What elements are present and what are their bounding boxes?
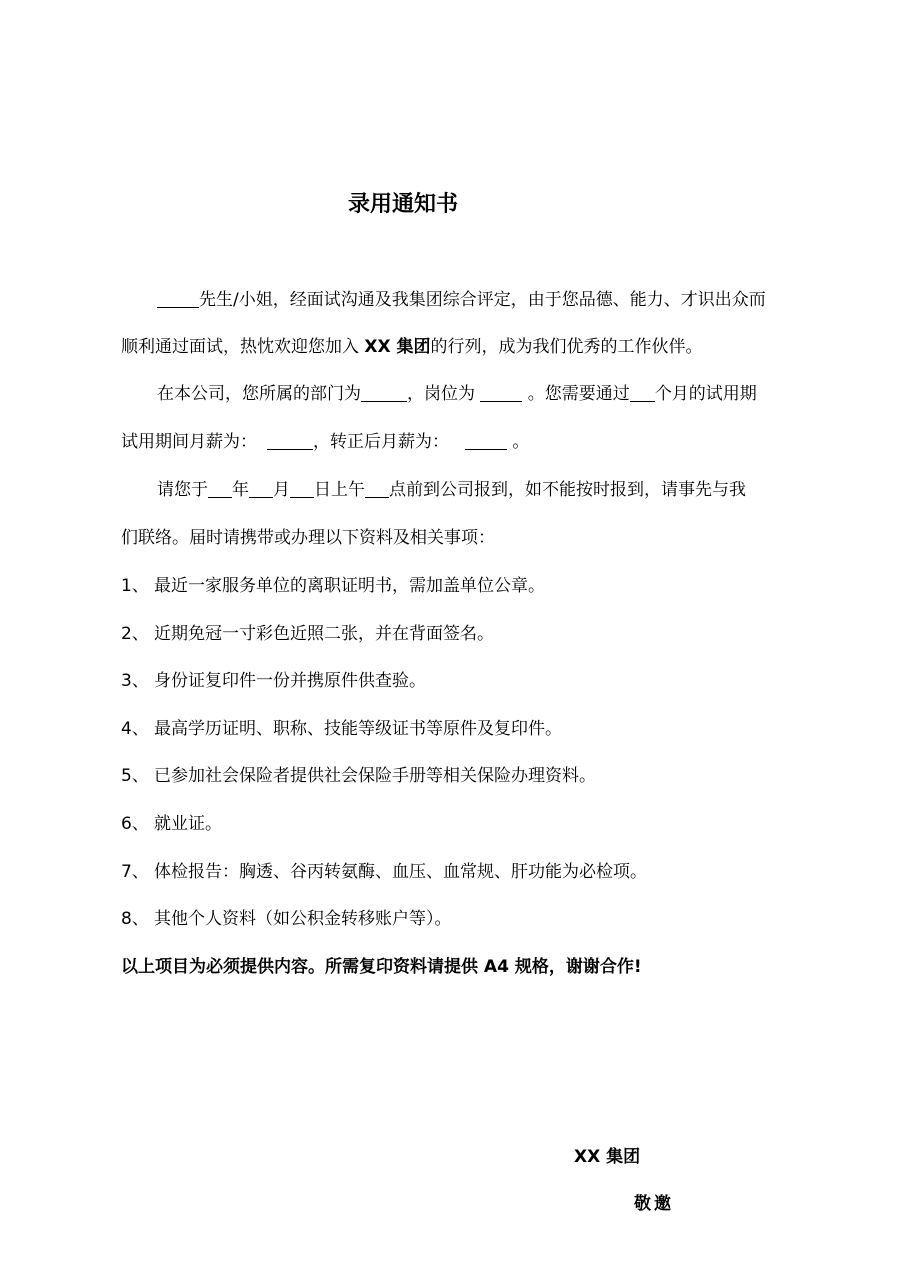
list-item	[121, 860, 811, 884]
salary-end: 。	[507, 432, 530, 452]
department-blank[interactable]	[361, 400, 407, 402]
list-item	[121, 574, 811, 598]
list-item	[121, 717, 811, 741]
list-item-number: 2、	[121, 623, 149, 644]
list-item-text: 最高学历证明、职称、技能等级证书等原件及复印件。	[154, 718, 562, 739]
list-item	[121, 764, 811, 788]
list-item-text: 已参加社会保险者提供社会保险手册等相关保险办理资料。	[154, 766, 596, 787]
list-item-text: 就业证。	[154, 814, 222, 834]
position-line-1	[157, 382, 847, 406]
list-item	[121, 622, 811, 646]
list-item-number: 3、	[121, 671, 149, 692]
regular-salary-blank[interactable]	[465, 448, 507, 450]
company-name-bold: XX 集团	[364, 337, 431, 357]
document-title: 录用通知书	[347, 192, 458, 217]
year-label: 年	[232, 480, 249, 500]
probation-suffix: 个月的试用期	[654, 384, 757, 404]
list-item-number: 7、	[121, 861, 149, 882]
name-blank[interactable]	[157, 306, 199, 308]
position-line-2	[121, 430, 811, 454]
list-item-text: 近期免冠一寸彩色近照二张，并在背面签名。	[154, 623, 494, 644]
day-label: 日上午	[314, 480, 365, 500]
notice-text: 以上项目为必须提供内容。所需复印资料请提供 A4 规格，谢谢合作!	[121, 957, 642, 977]
year-blank[interactable]	[208, 496, 232, 498]
list-item-text: 身份证复印件一份并携原件供查验。	[154, 671, 426, 692]
intro-line-1	[157, 288, 847, 312]
post-label: ，岗位为	[407, 384, 481, 404]
list-item-text: 最近一家服务单位的离职证明书，需加盖单位公章。	[154, 576, 545, 596]
intro-text-1: 先生/小姐，经面试沟通及我集团综合评定，由于您品德、能力、才识出众而	[199, 290, 766, 310]
report-line-2: 们联络。届时请携带或办理以下资料及相关事项：	[121, 528, 495, 548]
regular-salary-label: ，转正后月薪为：	[313, 432, 449, 452]
probation-months-blank[interactable]	[630, 400, 655, 402]
post-blank[interactable]	[480, 400, 522, 402]
list-item-number: 5、	[121, 766, 149, 787]
list-item	[121, 669, 811, 693]
month-blank[interactable]	[249, 496, 273, 498]
report-date-label: 请您于	[157, 480, 208, 500]
month-label: 月	[273, 480, 290, 500]
list-item-number: 4、	[121, 718, 149, 739]
list-item-number: 6、	[121, 814, 149, 834]
day-blank[interactable]	[290, 496, 314, 498]
signature-closing: 敬邀	[634, 1194, 674, 1214]
probation-salary-blank[interactable]	[267, 448, 313, 450]
hour-blank[interactable]	[365, 496, 389, 498]
list-item	[121, 907, 811, 931]
list-item-number: 8、	[121, 909, 149, 930]
intro-line-2	[121, 335, 811, 359]
report-instruction: 点前到公司报到，如不能按时报到，请事先与我	[389, 480, 746, 500]
intro-text-2-suffix: 的行列，成为我们优秀的工作伙伴。	[430, 337, 703, 357]
signature-company: XX 集团	[574, 1147, 641, 1167]
probation-salary-label: 试用期间月薪为：	[121, 432, 257, 452]
report-line-1	[157, 478, 847, 502]
list-item-number: 1、	[121, 576, 149, 596]
list-item	[121, 812, 811, 836]
probation-label: 。您需要通过	[522, 384, 630, 404]
department-label: 在本公司，您所属的部门为	[157, 384, 361, 404]
list-item-text: 其他个人资料（如公积金转移账户等）。	[154, 909, 452, 930]
intro-text-2-prefix: 顺利通过面试，热忱欢迎您加入	[121, 337, 365, 357]
list-item-text: 体检报告：胸透、谷丙转氨酶、血压、血常规、肝功能为必检项。	[154, 861, 647, 882]
